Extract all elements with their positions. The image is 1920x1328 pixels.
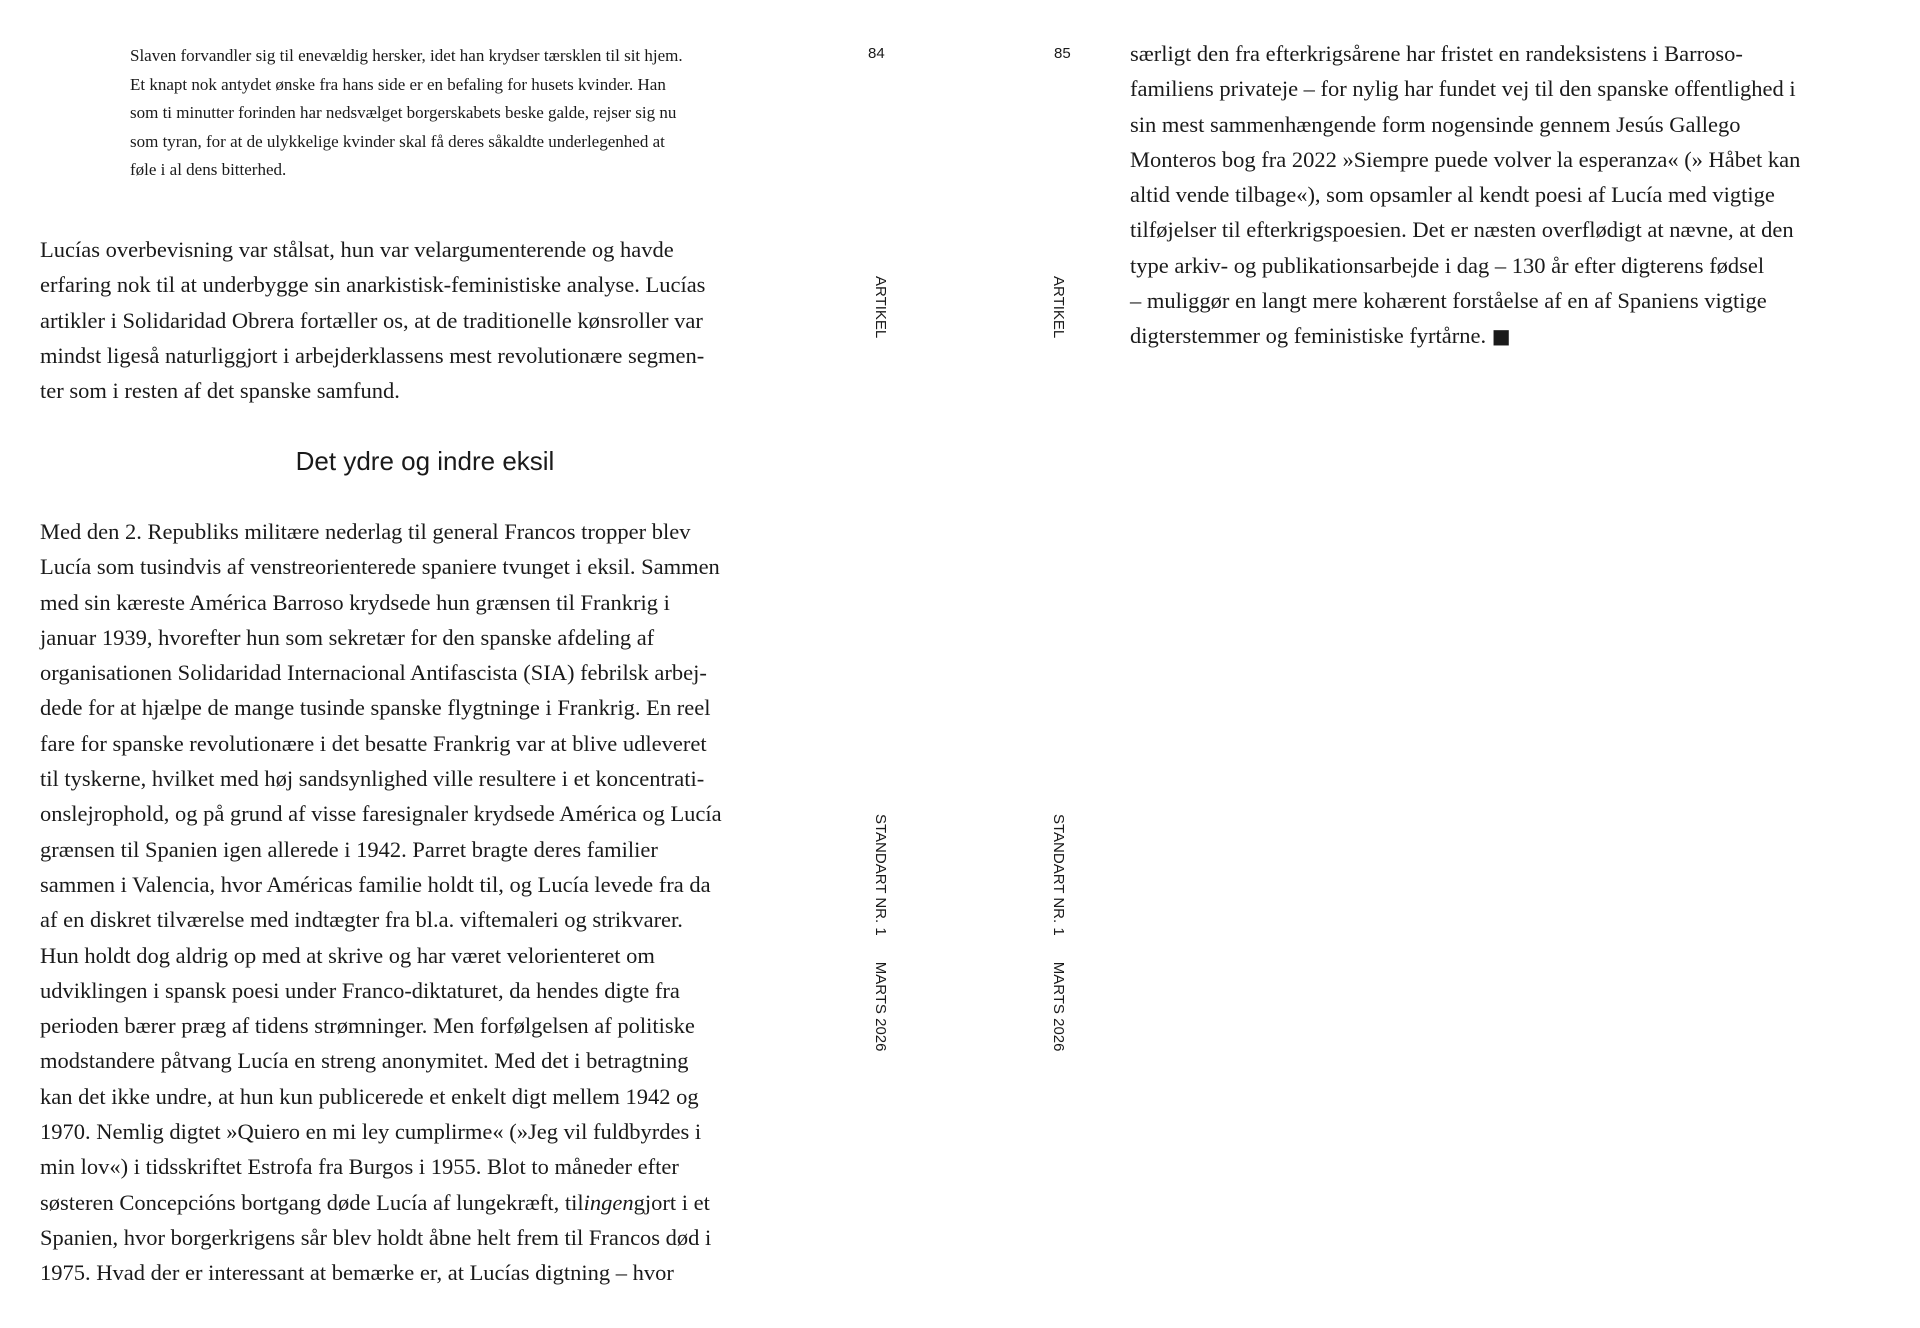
quote-line: Slaven forvandler sig til enevældig hersker, idet han krydser tærsklen til sit hjem. [130, 46, 683, 65]
quote-line: føle i al dens bitterhed. [130, 160, 287, 180]
text-line: Hun holdt dog aldrig op med at skrive og har været velorienteret om [40, 942, 655, 968]
text-line: sin mest sammenhængende form nogensinde gennem Jesús Gallego [1130, 111, 1741, 137]
page-number-left: 84 [868, 45, 885, 62]
running-head-issue-right [1048, 814, 1068, 1051]
text-line: Lucías overbevisning var stålsat, hun var velargumenterende og havde [40, 237, 674, 262]
running-head-issue-left [870, 814, 890, 1051]
issue-date: MARTS 2026 [872, 961, 889, 1052]
text-line: Monteros bog fra 2022 »Siempre puede volver la esperanza« (» Håbet kan [1130, 146, 1801, 172]
quote-line: Et knapt nok antydet ønske fra hans side er en befaling for husets kvinder. Han [130, 74, 666, 94]
text-segment: søsteren Concepcións bortgang døde Lucía af lungekræft, til [40, 1189, 584, 1215]
text-line [40, 1185, 820, 1220]
text-line: sammen i Valencia, hvor Américas familie holdt til, og Lucía levede fra da [40, 871, 711, 897]
text-line: udviklingen i spansk poesi under Franco-diktaturet, da hendes digte fra [40, 977, 680, 1003]
text-segment: gjort i et [633, 1189, 710, 1215]
issue-date: MARTS 2026 [1050, 961, 1067, 1052]
text-line: perioden bærer præg af tidens strømninger. Men forfølgelsen af politiske [40, 1013, 695, 1039]
text-line: Spanien, hvor borgerkrigens sår blev holdt åbne helt frem til Francos død i [40, 1224, 712, 1250]
text-line: – muliggør en langt mere kohærent forståelse af en af Spaniens vigtige [1130, 288, 1767, 314]
text-line: grænsen til Spanien igen allerede i 1942. Parret bragte deres familier [40, 836, 658, 862]
page-number-right: 85 [1054, 45, 1071, 62]
text-segment: digterstemmer og feministiske fyrtårne. [1130, 323, 1487, 349]
text-line: ter som i resten af det spanske samfund. [40, 378, 400, 404]
italic-word: ingen [583, 1189, 634, 1215]
issue-label: STANDART NR. 1 [1050, 814, 1067, 936]
text-line: min lov«) i tidsskriftet Estrofa fra Burgos i 1955. Blot to måneder efter [40, 1154, 679, 1180]
running-head-section-right: ARTIKEL [1050, 276, 1067, 339]
text-line: til tyskerne, hvilket med høj sandsynlighed ville resultere i et koncentrati- [40, 766, 705, 792]
paragraph-conviction [40, 232, 820, 408]
end-mark-icon: ■ [1491, 324, 1511, 349]
text-line: familiens privateje – for nylig har fundet vej til den spanske offentlighed i [1130, 76, 1796, 102]
text-line [1130, 318, 1900, 354]
paragraph-exile [40, 514, 820, 1291]
text-line: tilføjelser til efterkrigspoesien. Det er næsten overflødigt at nævne, at den [1130, 217, 1794, 243]
issue-label: STANDART NR. 1 [872, 814, 889, 936]
text-line: med sin kæreste América Barroso krydsede hun grænsen til Frankrig i [40, 589, 670, 615]
text-line: fare for spanske revolutionære i det besatte Frankrig var at blive udleveret [40, 730, 707, 756]
text-line: onslejrophold, og på grund af visse faresignaler krydsede América og Lucía [40, 801, 722, 827]
text-line: 1970. Nemlig digtet »Quiero en mi ley cumplirme« (»Jeg vil fuldbyrdes i [40, 1119, 702, 1145]
section-subheading: Det ydre og indre eksil [295, 446, 555, 476]
running-head-section-left: ARTIKEL [872, 276, 889, 339]
text-line: altid vende tilbage«), som opsamler al kendt poesi af Lucía med vigtige [1130, 182, 1775, 208]
text-line: af en diskret tilværelse med indtægter fra bl.a. viftemaleri og strikvarer. [40, 907, 683, 933]
text-line: type arkiv- og publikationsarbejde i dag – 130 år efter digterens fødsel [1130, 252, 1765, 278]
text-line: erfaring nok til at underbygge sin anarkistisk-feministiske analyse. Lucías [40, 272, 706, 298]
text-line: modstandere påtvang Lucía en streng anonymitet. Med det i betragtning [40, 1048, 689, 1074]
text-line: artikler i Solidaridad Obrera fortæller os, at de traditionelle kønsroller var [40, 307, 703, 333]
text-line: Med den 2. Republiks militære nederlag til general Francos tropper blev [40, 519, 691, 544]
text-line: januar 1939, hvorefter hun som sekretær for den spanske afdeling af [40, 624, 655, 650]
quote-line: som tyran, for at de ulykkelige kvinder skal få deres såkaldte underlegenhed at [130, 131, 665, 151]
text-line: organisationen Solidaridad Internacional Antifascista (SIA) febrilsk arbej- [40, 660, 707, 686]
paragraph-legacy [1130, 36, 1900, 355]
text-line: Lucía som tusindvis af venstreorienterede spaniere tvunget i eksil. Sammen [40, 554, 720, 580]
quote-line: som ti minutter forinden har nedsvælget borgerskabets beske galde, rejser sig nu [130, 103, 677, 123]
text-line: dede for at hjælpe de mange tusinde spanske flygtninge i Frankrig. En reel [40, 695, 711, 721]
block-quote [130, 42, 806, 185]
text-line: mindst ligeså naturliggjort i arbejderklassens mest revolutionære segmen- [40, 342, 705, 368]
text-line: kan det ikke undre, at hun kun publicerede et enkelt digt mellem 1942 og [40, 1083, 699, 1109]
text-line: særligt den fra efterkrigsårene har fristet en randeksistens i Barroso- [1130, 41, 1743, 66]
text-line: 1975. Hvad der er interessant at bemærke er, at Lucías digtning – hvor [40, 1260, 674, 1286]
